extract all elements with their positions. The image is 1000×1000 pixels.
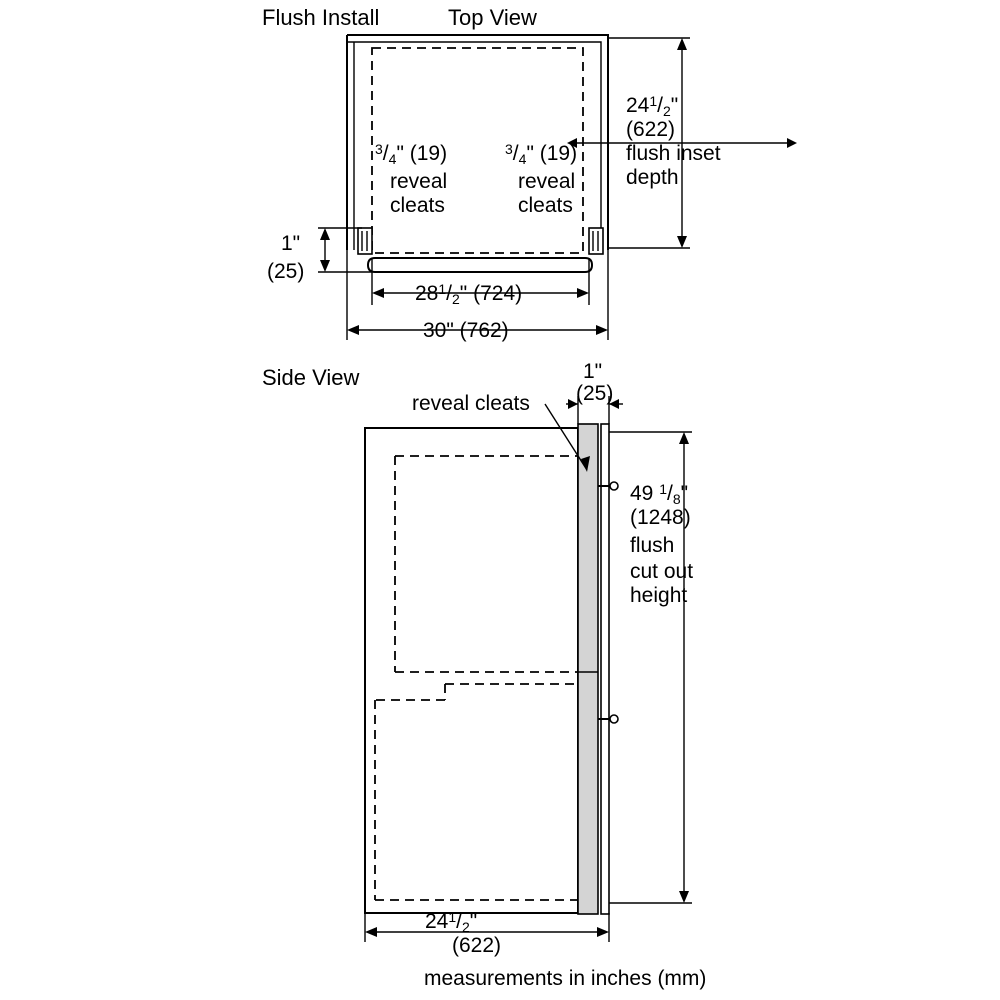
side-view-lower-cavity-dashed	[375, 684, 578, 900]
top-view-inner-width-dimension	[372, 258, 589, 307]
reveal-right-line2: cleats	[518, 194, 573, 217]
side-view-body-outline	[365, 428, 578, 913]
height-value: 49 $^1$/8"	[630, 481, 689, 507]
flush-install-title: Flush Install	[262, 5, 380, 30]
inner-width-value: $28^1/2$" (724)	[415, 281, 523, 307]
side-depth-mm: (622)	[452, 934, 502, 957]
figure-caption: measurements in inches (mm)	[424, 967, 707, 990]
side-view-thickness-dimension	[566, 360, 623, 424]
offset-value: 1"	[281, 232, 301, 255]
reveal-right-line1: reveal	[518, 170, 576, 193]
top-view-reveal-cleat-right	[589, 228, 603, 254]
top-view-reveal-left-label	[375, 141, 447, 217]
depth-line4: depth	[626, 166, 679, 189]
depth-mm: (622)	[626, 118, 676, 141]
outer-width-value: 30" (762)	[423, 319, 509, 342]
side-view-group	[262, 360, 693, 957]
height-line4: cut out	[630, 560, 694, 583]
side-view-height-dimension	[609, 432, 693, 903]
top-view-reveal-right-label	[505, 141, 577, 217]
height-line3: flush	[630, 534, 675, 557]
height-line5: height	[630, 584, 688, 607]
side-depth-value: $24^1/2$"	[425, 909, 478, 935]
reveal-left-line2: cleats	[390, 194, 445, 217]
top-view-title: Top View	[448, 5, 537, 30]
reveal-right-dim: $^3$/4" (19)	[505, 141, 578, 167]
depth-line3: flush inset	[626, 142, 721, 165]
top-view-door-handle	[368, 258, 592, 272]
top-view-offset-dimension	[267, 228, 372, 283]
height-mm: (1248)	[630, 506, 691, 529]
thickness-mm: (25)	[576, 382, 614, 405]
top-view-reveal-cleat-left	[358, 228, 372, 254]
side-view-depth-dimension	[365, 909, 609, 957]
reveal-left-dim: $^3$/4" (19)	[375, 141, 448, 167]
offset-mm: (25)	[267, 260, 305, 283]
side-view-reveal-cleats-callout	[412, 392, 590, 472]
reveal-left-line1: reveal	[390, 170, 448, 193]
side-view-title: Side View	[262, 365, 360, 390]
top-view-group	[262, 5, 787, 342]
reveal-cleats-label: reveal cleats	[412, 392, 530, 415]
thickness-value: 1"	[583, 360, 603, 383]
side-view-reveal-cleat-strip	[578, 424, 598, 914]
depth-value: $24^1/2$"	[626, 93, 679, 119]
side-view-upper-cavity-dashed	[395, 456, 578, 672]
side-view-outer-panel	[601, 424, 609, 914]
